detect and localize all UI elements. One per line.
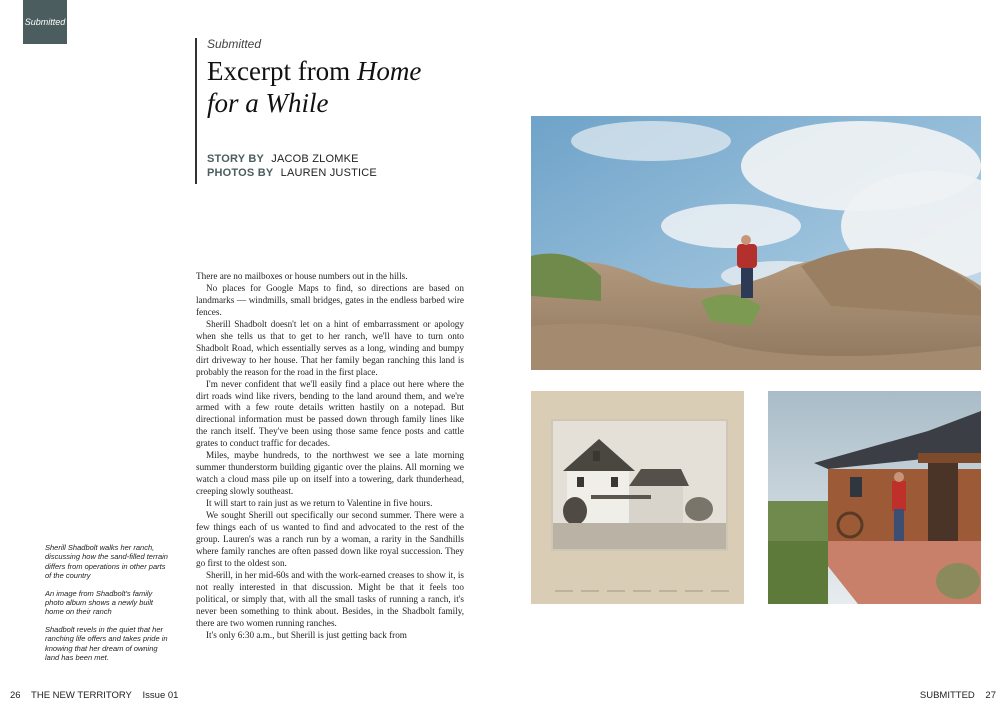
photos-label: PHOTOS BY [207,167,274,179]
photos-author: LAUREN JUSTICE [280,167,377,179]
photo-porch [768,391,981,604]
section-tag: Submitted [23,0,67,44]
body-paragraph: It's only 6:30 a.m., but Sherill is just getting back from [206,629,407,640]
photo-ranch-hill [531,116,981,370]
body-paragraph: Sherill Shadbolt doesn't let on a hint of embarrassment or apology when she tells us that to get to her ranch, we'll have to turn onto Shadbolt Road, which essentially serves as a long, winding and bumpy dirt driveway to her house. That her family began ranching this land is probably the reason for the road in the first place. [196,318,464,377]
title-italic-1: Home [356,56,422,86]
body-paragraph: Miles, maybe hundreds, to the northwest we see a late morning summer thunderstorm building gigantic over the plains. All morning we watch a cloud mass pile up on itself into a towering, dark thunderhead, creeping slowly southeast. [196,450,464,497]
right-page-number: 27 [985,690,996,701]
body-paragraph: There are no mailboxes or house numbers out in the hills. [196,271,408,281]
body-paragraph: No places for Google Maps to find, so directions are based on landmarks — windmills, small bridges, gates in the endless barbed wire fences. [196,282,464,317]
magazine-name: THE NEW TERRITORY [31,690,132,701]
article-body [196,271,464,642]
story-credit [207,153,359,165]
article-kicker: Submitted [207,37,262,51]
body-paragraph: Sherill, in her mid-60s and with the work-earned creases to show it, is not really interested in that discussion. Might be that it feels too political, or simply that, with all the small tasks of running a ranch, it's never been something to think about. Besides, in the Shadbolt family, there are two women running ranches. [196,569,464,628]
caption-porch: Shadbolt revels in the quiet that her ranching life offers and takes pride in knowing that her dream of owning land has been met. [45,624,168,663]
footer-left [10,690,186,701]
photo-captions [45,543,173,670]
footer-right [912,690,996,701]
article-title [207,55,497,119]
title-italic-2: for a While [207,88,329,118]
story-label: STORY BY [207,153,265,165]
issue-label: Issue 01 [142,690,179,701]
body-paragraph: I'm never confident that we'll easily find a place out here where the dirt roads wind like rivers, bending to the land around them, and we're armed with a few route details written hastily on a notepad. But directional information must be passed down through family lines like the ranch itself. They've been using those same fence posts and cattle grates to conduct traffic for decades. [196,378,464,449]
title-plain: Excerpt from [207,56,357,86]
caption-ranch-walk: Sherill Shadbolt walks her ranch, discussing how the sand-filled terrain differs from operations in other parts of the country [45,543,168,581]
photos-credit [207,167,377,179]
caption-album: An image from Shadbolt's family photo album shows a newly built home on their ranch [45,588,153,617]
story-author: JACOB ZLOMKE [271,153,359,165]
body-paragraph: We sought Sherill out specifically our second summer. There were a few things each of us wanted to find and advocated to the rest of the group. Lauren's was a ranch run by a woman, a rarity in the Sandhills where family ranches are often passed down like royal succession. They go first to the oldest son. [196,510,464,568]
left-page-number: 26 [10,690,21,701]
title-rule [195,38,197,184]
right-section-name: SUBMITTED [919,690,975,701]
photo-album-house [531,391,744,604]
body-paragraph: It will start to rain just as we return to Valentine in five hours. [206,498,433,509]
